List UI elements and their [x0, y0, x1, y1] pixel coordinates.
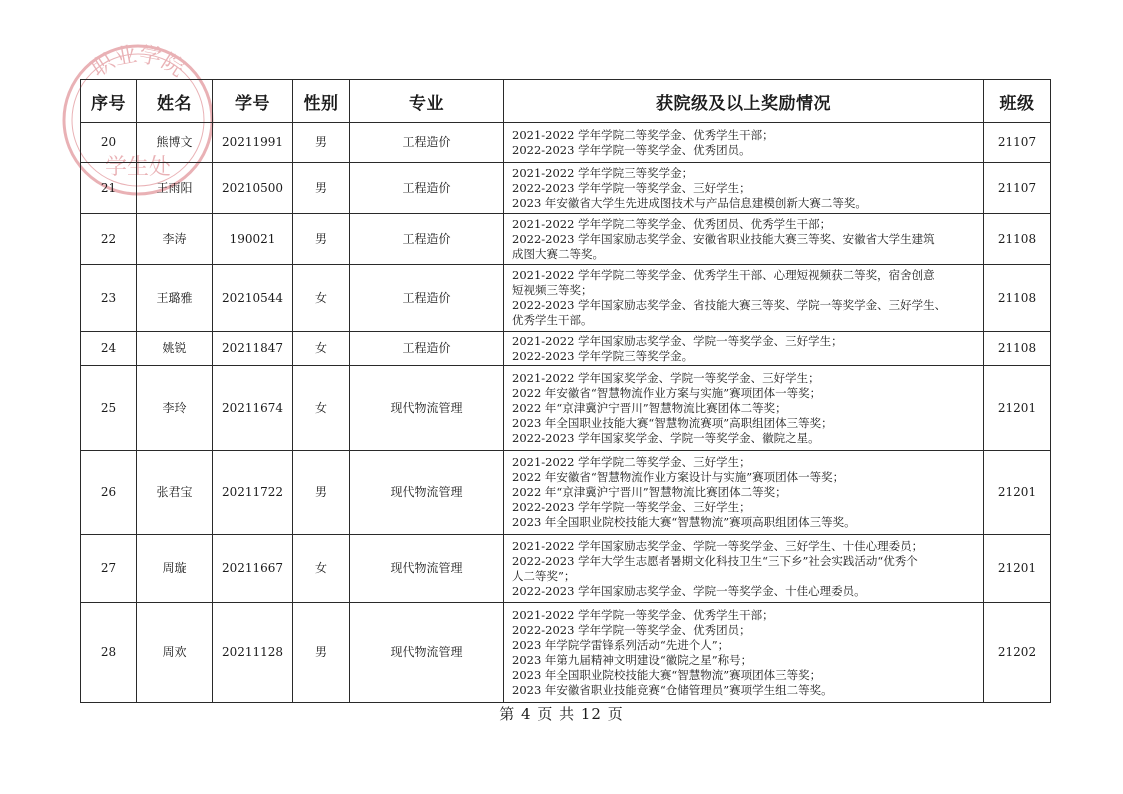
cell-gender: 男 [293, 603, 350, 703]
award-line: 2022-2023 学年学院三等奖学金。 [512, 348, 694, 363]
header-student-id: 学号 [213, 80, 293, 123]
award-line: 2022-2023 学年学院一等奖学金、三好学生； [512, 180, 751, 195]
cell-name: 李涛 [137, 214, 213, 265]
cell-gender: 女 [293, 535, 350, 603]
cell-major: 工程造价 [350, 214, 504, 265]
award-line: 2022-2023 学年国家励志奖学金、学院一等奖学金、十佳心理委员。 [512, 583, 866, 598]
cell-name: 周欢 [137, 603, 213, 703]
cell-class: 21202 [984, 603, 1051, 703]
cell-class: 21201 [984, 535, 1051, 603]
table-row [81, 535, 1051, 603]
table-row [81, 265, 1051, 332]
table-header-row [81, 80, 1051, 123]
cell-awards [504, 332, 984, 366]
award-line: 2021-2022 学年国家奖学金、学院一等奖学金、三好学生； [512, 370, 820, 385]
header-awards: 获院级及以上奖励情况 [504, 80, 984, 123]
seal-arc-text: 职业学院 [87, 42, 189, 83]
award-line: 2021-2022 学年学院二等奖学金、优秀学生干部； [512, 127, 774, 142]
cell-name: 王雨阳 [137, 163, 213, 214]
cell-gender: 女 [293, 265, 350, 332]
cell-awards [504, 451, 984, 535]
cell-awards [504, 163, 984, 214]
cell-index: 26 [81, 451, 137, 535]
cell-index: 20 [81, 123, 137, 163]
cell-major: 现代物流管理 [350, 451, 504, 535]
award-line: 2022 年“京津冀沪宁晋川”智慧物流比赛团体二等奖； [512, 400, 787, 415]
cell-class: 21107 [984, 163, 1051, 214]
cell-major: 工程造价 [350, 332, 504, 366]
cell-name: 李玲 [137, 366, 213, 451]
cell-name: 姚锐 [137, 332, 213, 366]
award-line: 优秀学生干部。 [512, 313, 593, 327]
award-line: 2022 年安徽省“智慧物流作业方案设计与实施”赛项团体一等奖； [512, 470, 845, 484]
cell-awards [504, 603, 984, 703]
cell-gender: 男 [293, 163, 350, 214]
cell-awards [504, 123, 984, 163]
cell-student-id: 20210500 [213, 163, 293, 214]
cell-index: 22 [81, 214, 137, 265]
header-class: 班级 [984, 80, 1051, 123]
award-line: 2021-2022 学年国家励志奖学金、学院一等奖学金、三好学生、十佳心理委员； [512, 538, 924, 553]
cell-major: 现代物流管理 [350, 366, 504, 451]
header-gender: 性别 [293, 80, 350, 123]
award-line: 短视频三等奖； [512, 283, 593, 297]
award-line: 2022-2023 学年学院一等奖学金、优秀团员。 [512, 142, 751, 157]
cell-awards [504, 265, 984, 332]
cell-gender: 男 [293, 123, 350, 163]
cell-name: 王璐雅 [137, 265, 213, 332]
cell-index: 23 [81, 265, 137, 332]
cell-index: 25 [81, 366, 137, 451]
cell-student-id: 20211674 [213, 366, 293, 451]
award-line: 2022 年安徽省“智慧物流作业方案与实施”赛项团体一等奖； [512, 385, 822, 400]
cell-student-id: 20211991 [213, 123, 293, 163]
cell-index: 27 [81, 535, 137, 603]
award-line: 2021-2022 学年国家励志奖学金、学院一等奖学金、三好学生； [512, 333, 843, 348]
award-line: 2022-2023 学年大学生志愿者暑期文化科技卫生“三下乡”社会实践活动“优秀个 [512, 553, 918, 568]
award-line: 人二等奖”； [512, 568, 576, 583]
cell-name: 张君宝 [137, 451, 213, 535]
header-major: 专业 [350, 80, 504, 123]
cell-major: 工程造价 [350, 163, 504, 214]
cell-class: 21108 [984, 332, 1051, 366]
cell-gender: 女 [293, 366, 350, 451]
cell-major: 工程造价 [350, 123, 504, 163]
award-line: 成图大赛二等奖。 [512, 246, 604, 261]
cell-class: 21201 [984, 451, 1051, 535]
award-line: 2022-2023 学年国家奖学金、学院一等奖学金、徽院之星。 [512, 430, 820, 445]
table-row [81, 603, 1051, 703]
award-line: 2023 年安徽省大学生先进成图技术与产品信息建模创新大赛二等奖。 [512, 195, 867, 210]
table-body [81, 123, 1051, 703]
header-index: 序号 [81, 80, 137, 123]
award-line: 2022-2023 学年学院一等奖学金、优秀团员； [512, 622, 751, 637]
table-row [81, 123, 1051, 163]
cell-class: 21107 [984, 123, 1051, 163]
award-line: 2022 年“京津冀沪宁晋川”智慧物流比赛团体二等奖； [512, 485, 787, 499]
cell-awards [504, 535, 984, 603]
award-line: 2023 年全国职业院校技能大赛“智慧物流”赛项高职组团体三等奖。 [512, 515, 856, 529]
cell-student-id: 20211128 [213, 603, 293, 703]
table-row [81, 366, 1051, 451]
award-line: 2021-2022 学年学院三等奖学金； [512, 165, 694, 180]
cell-gender: 男 [293, 451, 350, 535]
award-line: 2021-2022 学年学院二等奖学金、优秀学生干部、心理短视频获二等奖，宿舍创意 [512, 268, 935, 282]
cell-index: 28 [81, 603, 137, 703]
award-line: 2022-2023 学年国家励志奖学金、安徽省职业技能大赛三等奖、安徽省大学生建筑 [512, 231, 935, 246]
awards-table [80, 79, 1051, 703]
header-name: 姓名 [137, 80, 213, 123]
award-line: 2022-2023 学年学院一等奖学金、三好学生； [512, 500, 751, 514]
cell-student-id: 20211722 [213, 451, 293, 535]
cell-index: 24 [81, 332, 137, 366]
cell-major: 工程造价 [350, 265, 504, 332]
award-line: 2021-2022 学年学院二等奖学金、三好学生； [512, 455, 751, 469]
award-line: 2023 年全国职业院校技能大赛“智慧物流”赛项团体三等奖； [512, 667, 822, 682]
seal-center-text: 学生处 [104, 155, 172, 180]
cell-class: 21201 [984, 366, 1051, 451]
cell-name: 熊博文 [137, 123, 213, 163]
cell-awards [504, 366, 984, 451]
award-line: 2021-2022 学年学院二等奖学金、优秀团员、优秀学生干部； [512, 216, 832, 231]
table-row [81, 451, 1051, 535]
award-line: 2023 年第九届精神文明建设“徽院之星”称号； [512, 652, 753, 667]
page-number: 第 4 页 共 12 页 [499, 705, 624, 723]
cell-name: 周璇 [137, 535, 213, 603]
cell-index: 21 [81, 163, 137, 214]
cell-class: 21108 [984, 265, 1051, 332]
award-line: 2023 年学院学雷锋系列活动“先进个人”； [512, 637, 730, 652]
award-line: 2023 年全国职业技能大赛“智慧物流赛项”高职组团体三等奖； [512, 415, 833, 430]
cell-gender: 女 [293, 332, 350, 366]
cell-class: 21108 [984, 214, 1051, 265]
cell-awards [504, 214, 984, 265]
award-line: 2023 年安徽省职业技能竞赛“仓储管理员”赛项学生组二等奖。 [512, 682, 833, 697]
cell-student-id: 20210544 [213, 265, 293, 332]
cell-student-id: 20211847 [213, 332, 293, 366]
cell-gender: 男 [293, 214, 350, 265]
award-line: 2021-2022 学年学院一等奖学金、优秀学生干部； [512, 607, 774, 622]
table-row [81, 163, 1051, 214]
cell-major: 现代物流管理 [350, 535, 504, 603]
table-row [81, 332, 1051, 366]
cell-student-id: 20211667 [213, 535, 293, 603]
table-row [81, 214, 1051, 265]
award-line: 2022-2023 学年国家励志奖学金、省技能大赛三等奖、学院一等奖学金、三好学生、 [512, 298, 947, 312]
cell-major: 现代物流管理 [350, 603, 504, 703]
cell-student-id: 190021 [213, 214, 293, 265]
